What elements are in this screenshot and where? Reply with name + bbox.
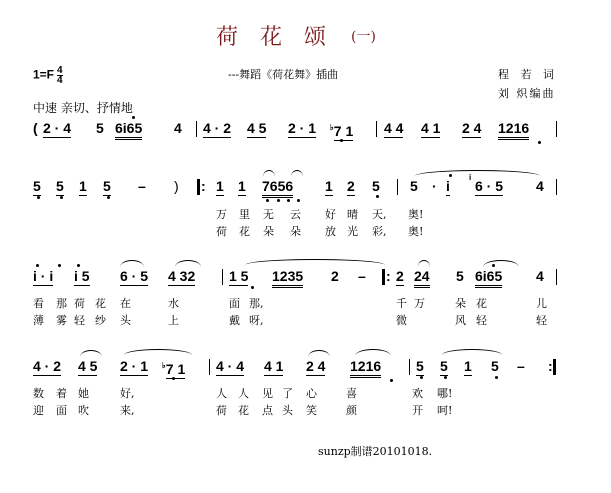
lyric: 纱 — [95, 314, 106, 327]
low-dot — [420, 376, 423, 379]
dash: – — [138, 178, 146, 194]
high-dot — [77, 264, 80, 267]
lyric: 数 — [33, 387, 44, 400]
note-group: 2 · 1 — [120, 358, 149, 374]
high-dot — [132, 116, 135, 119]
lyric: 水 — [168, 297, 179, 310]
note-group: 2 · 1 — [288, 120, 317, 136]
slur — [418, 260, 430, 267]
song-title-part: (一) — [351, 29, 376, 45]
lyric: 花 — [476, 297, 487, 310]
note-group: 4 · 2 — [33, 358, 62, 374]
lyric: 戴 — [229, 314, 240, 327]
time-numerator: 4 — [57, 65, 63, 76]
tempo-marking: 中速 亲切、抒情地 — [33, 101, 133, 115]
note-group: 6 · 5 — [475, 178, 504, 194]
close-paren: ) — [174, 178, 179, 194]
lyric: 迎 — [33, 404, 44, 417]
lyric: 了 — [282, 387, 293, 400]
note-group: 1235 — [272, 268, 303, 288]
lyric: 面 — [56, 404, 67, 417]
slur — [175, 260, 201, 267]
low-dot — [376, 195, 379, 198]
repeat-end — [553, 359, 556, 375]
barline — [376, 121, 377, 137]
lyric: 点 — [262, 404, 273, 417]
time-denominator: 4 — [57, 75, 63, 86]
note: 5 — [410, 178, 418, 194]
note-group: 4 1 — [264, 358, 284, 374]
lyric: 薄 — [33, 314, 44, 327]
lyric: 头 — [282, 404, 293, 417]
slur — [442, 349, 502, 355]
slur — [415, 170, 540, 176]
note: 5 — [103, 178, 111, 194]
high-dot — [492, 264, 495, 267]
note-group: 4 · 2 — [203, 120, 232, 136]
low-dot — [277, 199, 280, 202]
slur — [80, 350, 102, 357]
lyric: 好, — [120, 387, 135, 400]
slur — [245, 259, 385, 265]
low-dot — [37, 196, 40, 199]
lyric: 彩, — [372, 225, 387, 238]
note-group: 6i65 — [115, 120, 142, 140]
lyricist-credit: 程 若 词 — [498, 68, 558, 81]
lyric: 哪! — [437, 387, 453, 400]
lyric: 风 — [455, 314, 466, 327]
note: 5 — [33, 178, 41, 194]
low-dot — [60, 196, 63, 199]
note: 1 — [216, 178, 224, 194]
note-group: 2 4 — [462, 120, 482, 136]
note: 5 — [372, 178, 380, 194]
note: 5 — [416, 358, 424, 374]
low-dot — [266, 199, 269, 202]
note-group: 4 · 4 — [216, 358, 245, 374]
note: 2 — [331, 268, 339, 284]
note-group: 2 4 — [306, 358, 326, 374]
note-group: 6 · 5 — [120, 268, 149, 284]
lyric: 放 — [325, 225, 336, 238]
source-note: ---舞蹈《荷花舞》插曲 — [228, 68, 339, 81]
note-group: i · i — [33, 268, 54, 284]
repeat-dots: : — [548, 358, 553, 374]
lyric: 荷 — [74, 297, 85, 310]
note-group: 1 5 — [229, 268, 249, 284]
lyric: 轻 — [536, 314, 547, 327]
low-dot — [287, 199, 290, 202]
song-title: 荷花颂 — [216, 25, 349, 50]
low-dot — [297, 199, 300, 202]
lyric: 好 — [325, 208, 336, 221]
note: 4 — [536, 178, 544, 194]
slur — [483, 260, 519, 267]
note: 4 — [536, 268, 544, 284]
barline — [556, 269, 557, 285]
note-group: 5 — [96, 120, 104, 136]
lyric: 里 — [239, 208, 250, 221]
note-group: 4 5 — [247, 120, 267, 136]
note: 1 — [325, 178, 333, 194]
lyric: 心 — [306, 387, 317, 400]
lyric: 万 — [216, 208, 227, 221]
key-signature — [33, 66, 63, 85]
lyric: 上 — [168, 314, 179, 327]
lyric: 云 — [290, 208, 301, 221]
lyric: 雾 — [56, 314, 67, 327]
dash: – — [517, 358, 525, 374]
barline — [222, 269, 223, 285]
lyric: 面 — [229, 297, 240, 310]
note: 2 — [347, 178, 355, 194]
note: 1 — [79, 178, 87, 194]
high-dot — [449, 174, 452, 177]
lyric: 笑 — [306, 404, 317, 417]
barline — [556, 179, 557, 195]
slur — [308, 350, 330, 357]
flat-seven: ♭7 1 — [330, 122, 354, 139]
lyric: 花 — [95, 297, 106, 310]
transcriber-credit: sunzp制谱20101018. — [318, 445, 433, 458]
high-dot — [58, 264, 61, 267]
slur — [120, 260, 144, 267]
note-group: 4 — [174, 120, 182, 136]
lyric: 呀, — [249, 314, 264, 327]
note-group: i 5 — [74, 268, 90, 284]
lyric: 花 — [238, 404, 249, 417]
lyric: 朵 — [290, 225, 301, 238]
slur — [291, 170, 303, 177]
dot-duration: · — [432, 178, 437, 194]
note: 5 — [491, 358, 499, 374]
high-dot — [36, 264, 39, 267]
note-group: 4 32 — [168, 268, 196, 284]
lyric: 朵 — [263, 225, 274, 238]
lyric: 她 — [78, 387, 89, 400]
lyric: 人 — [216, 387, 227, 400]
lyric: 喜 — [346, 387, 357, 400]
lyric: 欢 — [412, 387, 423, 400]
lyric: 开 — [412, 404, 423, 417]
repeat-dots: : — [386, 268, 391, 284]
key-label: 1=F — [33, 67, 55, 82]
note: i — [446, 178, 450, 194]
lyric: 微 — [396, 314, 407, 327]
lyric: 人 — [238, 387, 249, 400]
note: 1 — [238, 178, 246, 194]
note: 5 — [456, 268, 464, 284]
barline — [556, 121, 557, 137]
note-group: 1216 — [498, 120, 529, 140]
lyric: 奥! — [408, 225, 424, 238]
lyric: 头 — [120, 314, 131, 327]
lyric: 千 — [396, 297, 407, 310]
repeat-dots: : — [201, 178, 206, 194]
time-signature — [57, 66, 63, 85]
slur — [124, 349, 192, 355]
lyric: 在 — [120, 297, 131, 310]
note-group: ( — [33, 120, 38, 136]
lyric: 晴 — [347, 208, 358, 221]
low-dot — [251, 286, 254, 289]
lyric: 荷 — [216, 225, 227, 238]
lyric: 荷 — [216, 404, 227, 417]
repeat-start — [197, 179, 200, 195]
lyric: 儿 — [536, 297, 547, 310]
note-group: 2 · 4 — [43, 120, 72, 136]
note: 1 — [464, 358, 472, 374]
lyric: 来, — [120, 404, 135, 417]
low-dot — [340, 139, 343, 142]
lyric: 奥! — [408, 208, 424, 221]
composer-credit: 刘 炽编曲 — [498, 87, 556, 100]
barline — [409, 359, 410, 375]
lyric: 着 — [56, 387, 67, 400]
lyric: 万 — [414, 297, 425, 310]
note-group: 4 4 — [384, 120, 404, 136]
lyric: 那, — [249, 297, 264, 310]
lyric: 光 — [347, 225, 358, 238]
lyric: 吹 — [78, 404, 89, 417]
slur — [355, 349, 391, 356]
lyric: 颜 — [346, 404, 357, 417]
dash: – — [358, 268, 366, 284]
note: 2 — [396, 268, 404, 284]
lyric: 呵! — [437, 404, 453, 417]
lyric: 看 — [33, 297, 44, 310]
repeat-start — [382, 269, 385, 285]
note: 5 — [56, 178, 64, 194]
lyric: 花 — [239, 225, 250, 238]
note-group: 7656 — [262, 178, 293, 198]
grace-note: i — [469, 173, 472, 182]
low-dot — [107, 196, 110, 199]
note: 5 — [440, 358, 448, 374]
low-dot — [538, 141, 541, 144]
low-dot — [390, 379, 393, 382]
lyric: 见 — [262, 387, 273, 400]
low-dot — [495, 376, 498, 379]
slur — [263, 170, 275, 177]
barline — [209, 359, 210, 375]
lyric: 天, — [372, 208, 387, 221]
note-group: 4 5 — [78, 358, 98, 374]
lyric: 轻 — [476, 314, 487, 327]
note-group: 24 — [414, 268, 430, 288]
low-dot — [172, 377, 175, 380]
barline — [397, 179, 398, 195]
lyric: 那 — [56, 297, 67, 310]
note-group: 1216 — [350, 358, 381, 378]
note-group: 6i65 — [475, 268, 502, 288]
lyric: 无 — [263, 208, 274, 221]
low-dot — [444, 376, 447, 379]
barline — [196, 121, 197, 137]
lyric: 轻 — [74, 314, 85, 327]
flat-seven: ♭7 1 — [162, 360, 186, 377]
note-group: 4 1 — [421, 120, 441, 136]
lyric: 朵 — [455, 297, 466, 310]
